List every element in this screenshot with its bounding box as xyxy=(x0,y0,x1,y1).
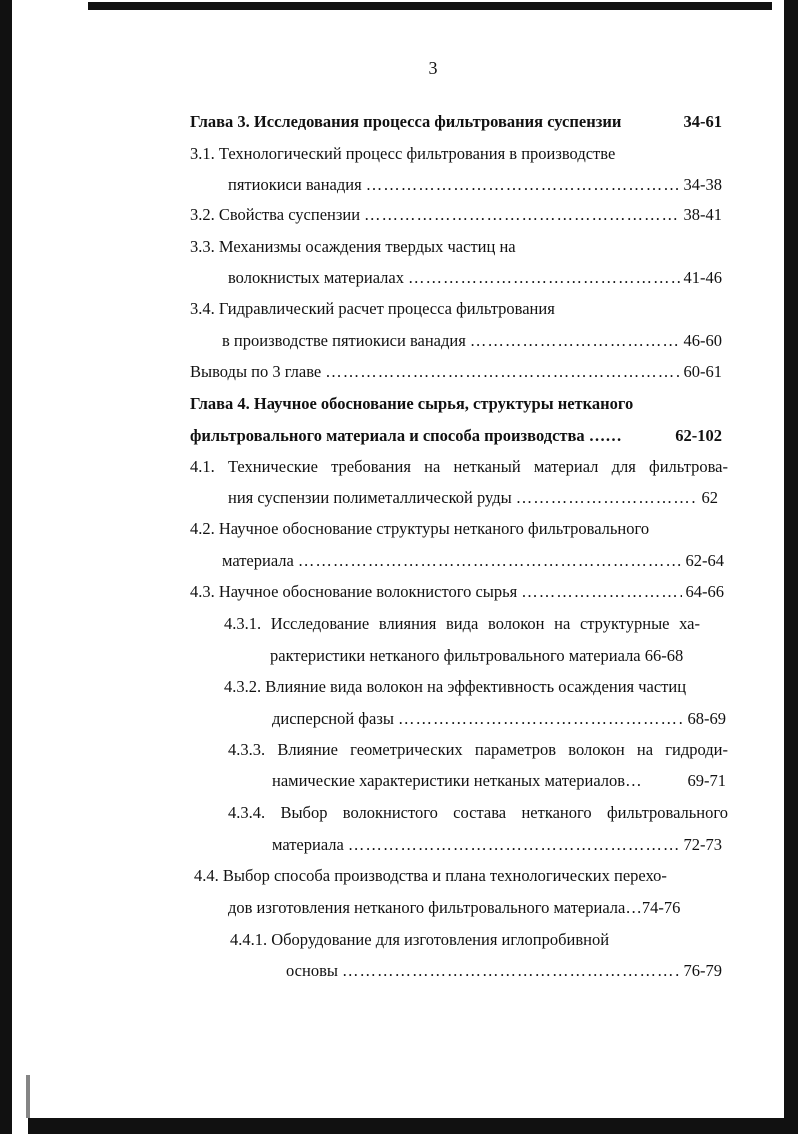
toc-entry-page: 38-41 xyxy=(683,205,722,224)
toc-leader xyxy=(408,268,680,288)
toc-entry-title: Глава 4. Научное обоснование сырья, структуры нетканого xyxy=(190,394,634,413)
toc-entry-title: намические характеристики нетканых материалов… xyxy=(272,771,642,790)
toc-entry-title: фильтровального материала и способа производства …… xyxy=(190,426,622,445)
toc-entry-title: 4.2. Научное обоснование структуры нетканого фильтровального xyxy=(190,519,650,538)
toc-entry-title: дов изготовления нетканого фильтровального материала…74-76 xyxy=(228,898,681,917)
toc-entry-4-4-1-cont xyxy=(286,961,722,981)
toc-entry-chapter-4 xyxy=(190,394,722,414)
toc-entry-chapter-4-cont xyxy=(190,426,722,446)
toc-entry-3-4-cont xyxy=(222,331,722,351)
toc-entry-title: рактеристики нетканого фильтровального материала 66-68 xyxy=(270,646,684,665)
toc-entry-title: пятиокиси ванадия xyxy=(228,175,362,194)
toc-entry-4-4-1 xyxy=(230,930,650,950)
scan-border-bottom xyxy=(28,1118,798,1134)
toc-entry-page: 62-102 xyxy=(675,426,722,445)
toc-entry-page: 64-66 xyxy=(685,582,724,601)
toc-entry-title: волокнистых материалах xyxy=(228,268,404,287)
toc-entry-page: 62-64 xyxy=(685,551,724,570)
toc-entry-4-1-cont xyxy=(228,488,718,508)
toc-entry-conclusions-3 xyxy=(190,362,722,382)
toc-entry-3-1-cont xyxy=(228,175,722,195)
toc-entry-title: в производстве пятиокиси ванадия xyxy=(222,331,466,350)
toc-entry-4-3-1-cont xyxy=(270,646,726,666)
toc-entry-page: 76-79 xyxy=(683,961,722,980)
toc-entry-3-3 xyxy=(190,237,722,257)
toc-entry-page: 72-73 xyxy=(683,835,722,854)
toc-entry-title: 3.2. Свойства суспензии xyxy=(190,205,361,224)
toc-entry-title: 4.4. Выбор способа производства и плана технологических перехо- xyxy=(194,866,667,885)
page-number: 3 xyxy=(428,58,438,78)
toc-entry-page: 62 xyxy=(701,488,718,507)
toc-leader xyxy=(325,362,679,382)
toc-entry-chapter-3 xyxy=(190,112,722,132)
toc-entry-title: 4.4.1. Оборудование для изготовления иглопробивной xyxy=(230,930,610,949)
toc-leader xyxy=(516,488,698,508)
toc-entry-page: 34-61 xyxy=(683,112,722,131)
toc-entry-title: основы xyxy=(286,961,338,980)
toc-entry-title: 3.1. Технологический процесс фильтрования в производстве xyxy=(190,144,616,163)
scan-border-left xyxy=(0,0,12,1134)
toc-entry-page: 60-61 xyxy=(683,362,722,381)
toc-entry-title: 3.4. Гидравлический расчет процесса фильтрования xyxy=(190,299,555,318)
toc-entry-4-3-4-cont xyxy=(272,835,722,855)
toc-leader xyxy=(342,961,680,981)
toc-entry-page: 46-60 xyxy=(683,331,722,350)
toc-entry-4-2 xyxy=(190,519,722,539)
toc-leader xyxy=(398,709,684,729)
toc-entry-title: ния суспензии полиметаллической руды xyxy=(228,488,512,507)
toc-entry-4-2-cont xyxy=(222,551,724,571)
toc-entry-3-2 xyxy=(190,205,722,225)
toc-entry-4-3-3 xyxy=(228,740,728,760)
toc-entry-4-4-cont xyxy=(228,898,726,918)
toc-entry-4-3-2-cont xyxy=(272,709,726,729)
toc-entry-3-1 xyxy=(190,144,722,164)
toc-entry-title: 4.1. Технические требования на нетканый материал для фильтрова- xyxy=(190,457,728,476)
toc-entry-4-3-3-cont xyxy=(272,771,726,791)
toc-entry-4-3-2 xyxy=(224,677,728,697)
toc-entry-title: дисперсной фазы xyxy=(272,709,394,728)
toc-entry-title: материала xyxy=(272,835,344,854)
scan-border-right xyxy=(784,0,798,1120)
toc-leader xyxy=(470,331,680,351)
toc-leader xyxy=(348,835,680,855)
toc-entry-3-3-cont xyxy=(228,268,722,288)
toc-entry-title: 4.3.2. Влияние вида волокон на эффективность осаждения частиц xyxy=(224,677,687,696)
toc-entry-page: 69-71 xyxy=(687,771,726,790)
toc-entry-page: 41-46 xyxy=(683,268,722,287)
toc-entry-title: Выводы по 3 главе xyxy=(190,362,322,381)
scan-border-top xyxy=(88,2,772,10)
toc-entry-title: 3.3. Механизмы осаждения твердых частиц на xyxy=(190,237,516,256)
toc-entry-title: материала xyxy=(222,551,294,570)
toc-entry-4-3-4 xyxy=(228,803,728,823)
toc-entry-3-4 xyxy=(190,299,722,319)
toc-entry-title: Глава 3. Исследования процесса фильтрования суспензии xyxy=(190,112,622,131)
toc-leader xyxy=(366,175,680,195)
toc-entry-page: 68-69 xyxy=(687,709,726,728)
toc-leader xyxy=(521,582,681,602)
toc-leader xyxy=(298,551,682,571)
toc-entry-title: 4.3.3. Влияние геометрических параметров волокон на гидроди- xyxy=(228,740,728,759)
scan-artifact xyxy=(26,1075,30,1118)
toc-entry-title: 4.3.1. Исследование влияния вида волокон на структурные ха- xyxy=(224,614,700,633)
toc-entry-4-1 xyxy=(190,457,728,477)
toc-entry-title: 4.3. Научное обоснование волокнистого сырья xyxy=(190,582,518,601)
toc-entry-4-4 xyxy=(194,866,710,886)
toc-entry-4-3-1 xyxy=(224,614,700,634)
toc-leader xyxy=(364,205,679,225)
toc-entry-4-3 xyxy=(190,582,724,602)
toc-entry-page: 34-38 xyxy=(683,175,722,194)
toc-entry-title: 4.3.4. Выбор волокнистого состава нетканого фильтровального xyxy=(228,803,728,822)
